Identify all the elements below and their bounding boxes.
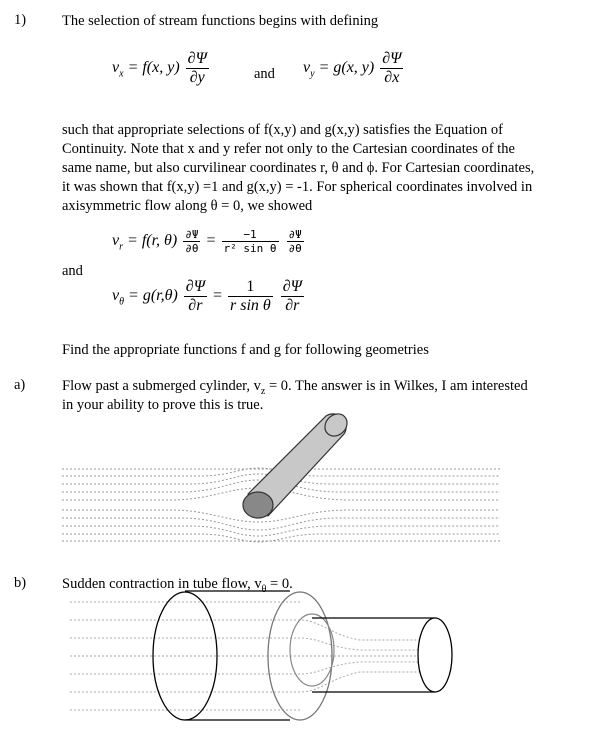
equation-vtheta: $v_\theta = g(r,\theta)$ $\frac{\partial\Psi}{\partial r}$ = $\frac{1}{\text{r sin θ}}$ $\frac{\partial\Psi}{\partial r}$ [112,278,302,314]
equation-vx: $v_x = f(x$, y) $\frac{\partial\Psi}{\partial y}$ [112,50,207,86]
part-b-line-1: Sudden contraction in tube flow, $v_\theta = 0$. [62,576,293,595]
paragraph-line-1: such that appropriate selections of f(x,y) and g(x,y) satisfies the Equation of [62,122,503,138]
paragraph-line-5: axisymmetric flow along θ = 0, we showed [62,198,313,214]
small-tube-end [418,618,452,692]
equation-vy: $v_y = g(x$, y) $\frac{\partial\Psi}{\partial x}$ [303,50,402,86]
problem-number: 1) [14,12,27,28]
find-instruction: Find the appropriate functions f and g for following geometries [62,342,429,358]
and-label-1: and [254,66,275,82]
contraction-ring [290,614,334,686]
intro-text: The selection of stream functions begins with defining [62,13,379,29]
part-a-line-1: Flow past a submerged cylinder, $v_z = 0$. The answer is in Wilkes, I am interested [62,378,528,397]
paragraph-line-4: it was shown that f(x,y) =1 and g(x,y) = -1. For spherical coordinates involved in [62,179,533,195]
part-a-label: a) [14,377,26,393]
paragraph-line-2: Continuity. Note that x and y refer not only to the Cartesian coordinates of the [62,141,515,157]
part-b-label: b) [14,575,27,591]
part-a-line-2: in your ability to prove this is true. [62,397,264,413]
equation-vr: $v_r = f(r$, θ) $\frac{\partial\Psi}{\partial\theta}$ = $\frac{-1}{\text{r² sin θ}}$ $\frac{\partial\Psi}{\partial\theta}$ [112,228,302,255]
paragraph-line-3: same name, but also curvilinear coordinates r, θ and ϕ. For Cartesian coordinates, [62,160,535,176]
and-label-2: and [62,263,83,279]
